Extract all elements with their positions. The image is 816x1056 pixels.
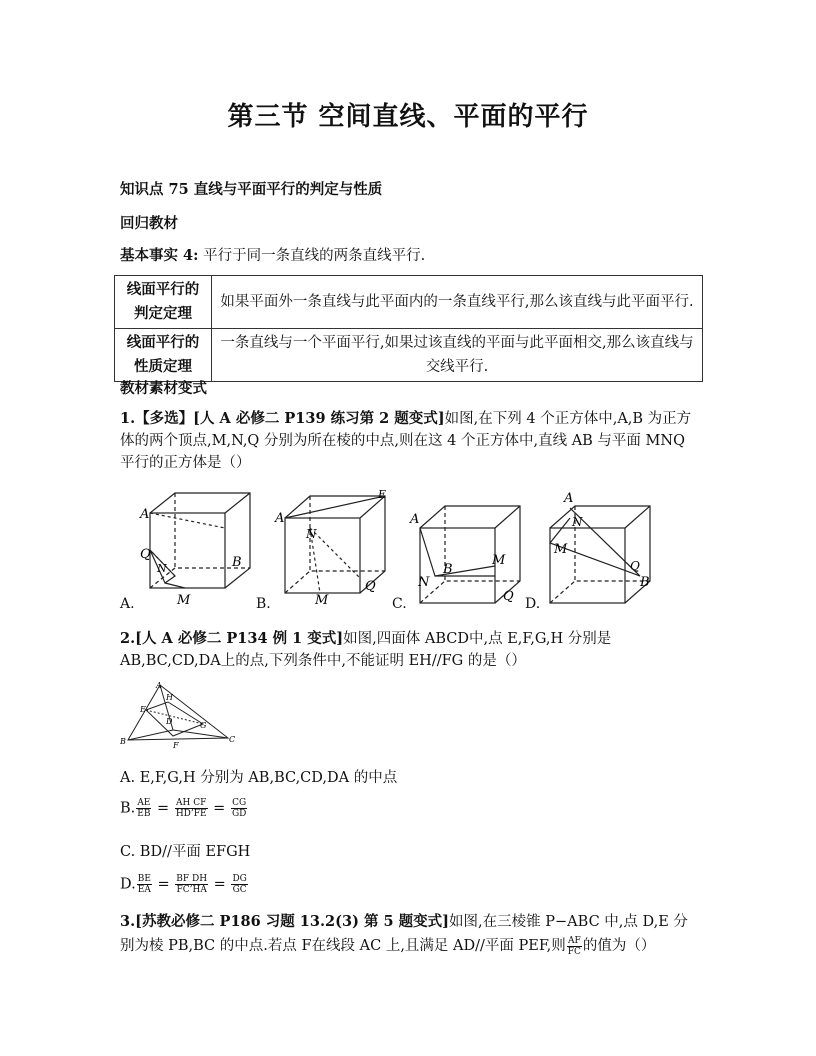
- q2-option-d-label: D.: [120, 876, 136, 893]
- question-1: [120, 408, 695, 474]
- q1-option-a: A.: [120, 596, 135, 612]
- theorem-table: [114, 275, 703, 382]
- q2-option-d-fraction-3: $\frac{DG}{GC}$: [232, 874, 247, 895]
- cube-d-label-n: N: [572, 515, 583, 529]
- cube-c-label-b: B: [443, 562, 453, 577]
- cube-d-label-m: M: [554, 542, 568, 557]
- knowledge-point-heading: 知识点 75 直线与平面平行的判定与性质: [120, 181, 383, 198]
- question-1-text: 如图,在下列 4 个正方体中,A,B 为正方体的两个顶点,M,N,Q 分别为所在棱的中点,则在这 4 个正方体中,直线 AB 与平面 MNQ 平行的正方体是（）: [120, 411, 692, 471]
- tetra-label-h: H: [166, 693, 173, 702]
- return-to-textbook-heading: 回归教材: [120, 215, 178, 232]
- tetra-label-d: D: [166, 717, 173, 726]
- cube-d-label-a: A: [564, 491, 574, 506]
- question-1-tag: 1.【多选】[人 A 必修二 P139 练习第 2 题变式]: [120, 410, 445, 427]
- q2-option-d-fraction-2: $\frac{\text{BF DH}}{FC’HA}$: [176, 874, 208, 895]
- tetra-label-c: C: [229, 735, 236, 744]
- cube-c-label-a: A: [410, 512, 420, 527]
- q2-option-d: D. $\frac{BE}{EA}$ = $\frac{\text{BF DH}}{FC’HA}$ = $\frac{DG}{GC}$: [120, 874, 247, 895]
- q1-option-b: B.: [256, 596, 271, 612]
- table-body-cell: 一条直线与一个平面平行,如果过该直线的平面与此平面相交,那么该直线与交线平行.: [212, 329, 703, 382]
- q2-option-b: B. $\frac{AE}{EB}$ = $\frac{\text{AH CF}}{HD’FE}$ = $\frac{CG}{GD}$: [120, 798, 247, 819]
- q1-option-d: D.: [525, 596, 541, 612]
- table-head-cell: 线面平行的判定定理: [115, 276, 212, 329]
- cube-b-label-m: M: [315, 593, 329, 608]
- question-3-tail: 的值为（）: [582, 938, 656, 954]
- tetra-label-b: B: [120, 737, 126, 746]
- cube-c-label-m: M: [492, 553, 506, 568]
- basic-fact-text: 平行于同一条直线的两条直线平行.: [198, 248, 426, 264]
- cube-a-label-b: B: [232, 555, 242, 570]
- tetra-label-g: G: [200, 721, 207, 730]
- q2-option-b-fraction-1: $\frac{AE}{EB}$: [137, 798, 151, 819]
- tetra-label-a: A: [156, 681, 162, 690]
- q2-option-d-fraction-1: $\frac{BE}{EA}$: [137, 874, 151, 895]
- question-2-text: 如图,四面体 ABCD中,点 E,F,G,H 分别是AB,BC,CD,DA上的点,下列条件中,不能证明 EH//FG 的是（）: [120, 631, 612, 669]
- table-head-cell: 线面平行的性质定理: [115, 329, 212, 382]
- cube-c-label-n: N: [418, 575, 430, 590]
- cube-c-label-q: Q: [503, 589, 514, 604]
- question-3-tag: 3.[苏教必修二 P186 习题 13.2(3) 第 5 题变式]: [120, 913, 450, 930]
- table-row: [115, 276, 703, 329]
- question-3-text: 如图,在三棱锥 P−ABC 中,点 D,E 分别为棱 PB,BC 的中点.若点 F在线段 AC 上,且满足 AD//平面 PEF,则: [120, 914, 688, 954]
- question-3: [120, 910, 695, 958]
- q2-option-a: A. E,F,G,H 分别为 AB,BC,CD,DA 的中点: [120, 770, 398, 786]
- cube-b-label-e: E: [378, 488, 387, 501]
- cube-b-label-n: N: [306, 527, 317, 541]
- cube-d-label-b: B: [640, 575, 650, 590]
- tetra-label-e: E: [140, 705, 146, 714]
- q2-option-c: C. BD//平面 EFGH: [120, 844, 251, 860]
- tetrahedron-figure: [118, 680, 243, 750]
- cube-b-label-q: Q: [365, 579, 376, 594]
- cube-d-label-q: Q: [630, 559, 640, 573]
- variant-heading: 教材素材变式: [120, 380, 207, 397]
- cube-a-label-n: N: [157, 562, 167, 575]
- basic-fact: [120, 244, 425, 265]
- table-body-cell: 如果平面外一条直线与此平面内的一条直线平行,那么该直线与此平面平行.: [212, 276, 703, 329]
- cube-figures: [120, 488, 660, 613]
- basic-fact-label: 基本事实 4:: [120, 247, 199, 264]
- cube-b-label-a: A: [275, 511, 285, 526]
- question-2-tag: 2.[人 A 必修二 P134 例 1 变式]: [120, 630, 344, 647]
- q2-option-b-fraction-2: $\frac{\text{AH CF}}{HD’FE}$: [175, 798, 207, 819]
- cube-a-label-m: M: [177, 593, 191, 608]
- cube-a-label-a: A: [140, 507, 150, 522]
- table-row: [115, 329, 703, 382]
- question-3-fraction: $\frac{AF}{FC}$: [567, 935, 581, 957]
- q1-option-c: C.: [392, 596, 407, 612]
- tetra-label-f: F: [173, 741, 179, 750]
- page-title: 第三节 空间直线、平面的平行: [227, 102, 589, 132]
- question-2: [120, 628, 695, 672]
- cube-a-label-q: Q: [140, 547, 151, 562]
- q2-option-b-label: B.: [120, 800, 136, 817]
- q2-option-b-fraction-3: $\frac{CG}{GD}$: [231, 798, 247, 819]
